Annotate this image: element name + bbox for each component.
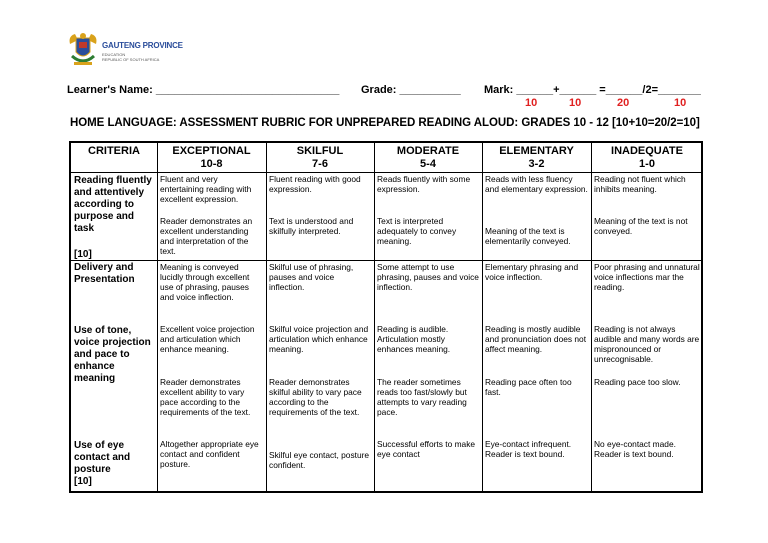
cell-delivery-skilful: Skilful use of phrasing, pauses and voice inflection. <box>269 262 354 292</box>
moderate-header: MODERATE 5-4 <box>396 145 460 170</box>
mark-field[interactable]: Mark: ______+______ =______/2=_______ <box>484 84 701 96</box>
cell-pace-inadequate: Reading pace too slow. <box>594 377 681 387</box>
criterion-reading-fluently: Reading fluently and attentively according to purpose and task <box>74 175 152 234</box>
criterion-delivery: Delivery and Presentation <box>74 262 135 285</box>
learner-details <box>0 84 768 114</box>
gauteng-logo <box>66 30 183 72</box>
grade-field[interactable]: Grade: __________ <box>361 84 461 96</box>
province-name: GAUTENG PROVINCE <box>102 41 183 50</box>
rubric-heading: HOME LANGUAGE: ASSESSMENT RUBRIC FOR UNPREPARED READING ALOUD: GRADES 10 - 12 [10+10=20/2=10] <box>70 117 700 129</box>
cell-voice-moderate: Reading is audible. Articulation mostly enhances meaning. <box>377 324 451 354</box>
department-name: EDUCATION <box>102 52 126 57</box>
criterion-reading-marks: [10] <box>74 249 92 260</box>
skilful-header: SKILFUL 7-6 <box>296 145 344 170</box>
learner-name-field[interactable]: Learner's Name: ______________________________ <box>67 84 340 96</box>
cell-pace-skilful: Reader demonstrates skilful ability to vary pace according to the requirements of the text. <box>269 377 362 417</box>
elementary-header: ELEMENTARY 3-2 <box>499 145 574 170</box>
cell-understanding-moderate: Text is interpreted adequately to convey meaning. <box>377 216 457 246</box>
cell-reading-elementary: Reads with less fluency and elementary expression. <box>485 174 588 194</box>
cell-understanding-exceptional: Reader demonstrates an excellent understanding and interpretation of the text. <box>160 216 253 256</box>
inadequate-header: INADEQUATE 1-0 <box>611 145 683 170</box>
criterion-tone-voice-pace: Use of tone, voice projection and pace to enhance meaning <box>74 325 151 384</box>
coat-of-arms-icon <box>66 30 100 70</box>
exceptional-header: EXCEPTIONAL 10-8 <box>172 145 251 170</box>
mark-value-2: 10 <box>569 97 582 109</box>
rubric-table <box>69 141 703 493</box>
cell-pace-moderate: The reader sometimes reads too fast/slowly but attempts to vary reading pace. <box>377 377 467 417</box>
cell-eye-inadequate: No eye-contact made. Reader is text bound. <box>594 439 676 459</box>
country-name: REPUBLIC OF SOUTH AFRICA <box>102 57 160 62</box>
mark-final: 10 <box>674 97 687 109</box>
cell-voice-inadequate: Reading is not always audible and many words are mispronounced or unrecognisable. <box>594 324 700 364</box>
cell-reading-exceptional: Fluent and very entertaining reading with excellent expression. <box>160 174 252 204</box>
cell-reading-moderate: Reads fluently with some expression. <box>377 174 471 194</box>
cell-voice-elementary: Reading is mostly audible and pronunciation does not affect meaning. <box>485 324 587 354</box>
mark-total: 20 <box>617 97 630 109</box>
cell-understanding-skilful: Text is understood and skilfully interpreted. <box>269 216 354 236</box>
cell-pace-elementary: Reading pace often too fast. <box>485 377 572 397</box>
cell-delivery-exceptional: Meaning is conveyed lucidly through excellent use of phrasing, pauses and voice inflection. <box>160 262 250 302</box>
criteria-header: CRITERIA <box>88 145 140 157</box>
cell-reading-skilful: Fluent reading with good expression. <box>269 174 361 194</box>
cell-eye-elementary: Eye-contact infrequent. Reader is text bound. <box>485 439 572 459</box>
cell-understanding-elementary: Meaning of the text is elementarily conveyed. <box>485 226 571 246</box>
criterion-eye-contact-marks: [10] <box>74 476 92 487</box>
cell-understanding-inadequate: Meaning of the text is not conveyed. <box>594 216 688 236</box>
cell-eye-moderate: Successful efforts to make eye contact <box>377 439 476 459</box>
cell-voice-skilful: Skilful voice projection and articulation which enhance meaning. <box>269 324 369 354</box>
cell-reading-inadequate: Reading not fluent which inhibits meaning. <box>594 174 686 194</box>
cell-eye-exceptional: Altogether appropriate eye contact and confident posture. <box>160 439 259 469</box>
cell-pace-exceptional: Reader demonstrates excellent ability to vary pace according to the requirements of the text. <box>160 377 251 417</box>
criterion-eye-contact: Use of eye contact and posture <box>74 440 131 475</box>
cell-delivery-elementary: Elementary phrasing and voice inflection. <box>485 262 579 282</box>
cell-eye-skilful: Skilful eye contact, posture confident. <box>269 450 370 470</box>
mark-value-1: 10 <box>525 97 538 109</box>
cell-voice-exceptional: Excellent voice projection and articulation which enhance meaning. <box>160 324 255 354</box>
cell-delivery-moderate: Some attempt to use phrasing, pauses and voice inflection. <box>377 262 479 292</box>
cell-delivery-inadequate: Poor phrasing and unnatural voice inflections mar the reading. <box>594 262 700 292</box>
